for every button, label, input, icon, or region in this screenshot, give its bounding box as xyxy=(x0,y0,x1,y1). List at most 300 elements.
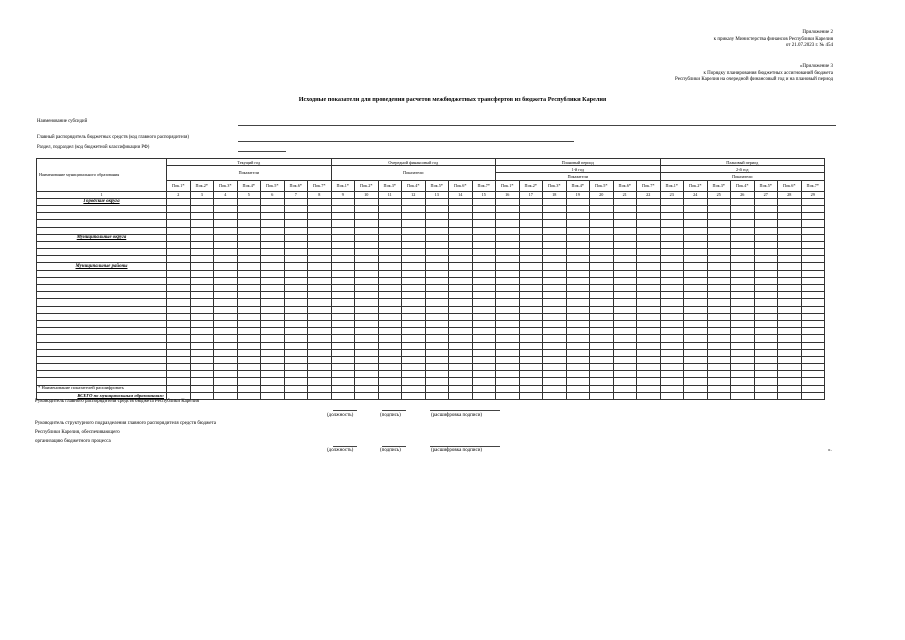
data-cell xyxy=(378,335,402,342)
data-cell xyxy=(801,335,825,342)
data-cell xyxy=(660,205,684,212)
row-label xyxy=(37,356,167,363)
data-cell xyxy=(731,277,755,284)
appendix3-line1: «Приложение 3 xyxy=(799,64,833,69)
data-row xyxy=(37,364,825,371)
data-cell xyxy=(660,349,684,356)
data-cell xyxy=(308,198,332,205)
indicators-table xyxy=(36,158,825,400)
data-cell xyxy=(355,220,379,227)
data-cell xyxy=(590,263,614,270)
data-cell xyxy=(801,306,825,313)
data-cell xyxy=(543,263,567,270)
data-cell xyxy=(402,234,426,241)
data-cell xyxy=(543,285,567,292)
data-cell xyxy=(261,356,285,363)
data-cell xyxy=(660,227,684,234)
signature-line-2 xyxy=(382,446,406,447)
data-cell xyxy=(167,227,191,234)
data-cell xyxy=(167,320,191,327)
data-cell xyxy=(496,220,520,227)
sub-indicator-header: Пок.4* xyxy=(237,180,261,191)
data-cell xyxy=(355,385,379,392)
data-cell xyxy=(472,263,496,270)
data-cell xyxy=(261,392,285,399)
row-label xyxy=(37,335,167,342)
main-manager-line xyxy=(238,141,574,142)
data-cell xyxy=(284,385,308,392)
data-cell xyxy=(590,349,614,356)
data-cell xyxy=(331,277,355,284)
data-cell xyxy=(261,371,285,378)
data-cell xyxy=(707,378,731,385)
data-cell xyxy=(425,263,449,270)
data-row xyxy=(37,292,825,299)
data-cell xyxy=(566,285,590,292)
col-number-cell: 17 xyxy=(519,191,543,198)
data-cell xyxy=(284,227,308,234)
data-cell xyxy=(331,205,355,212)
data-cell xyxy=(754,227,778,234)
col-number-cell: 29 xyxy=(801,191,825,198)
data-cell xyxy=(684,306,708,313)
data-cell xyxy=(472,392,496,399)
data-cell xyxy=(214,313,238,320)
data-cell xyxy=(778,249,802,256)
data-cell xyxy=(190,213,214,220)
data-cell xyxy=(402,249,426,256)
data-cell xyxy=(214,277,238,284)
data-cell xyxy=(355,328,379,335)
data-cell xyxy=(566,227,590,234)
data-cell xyxy=(284,292,308,299)
data-cell xyxy=(261,227,285,234)
data-cell xyxy=(543,270,567,277)
data-cell xyxy=(167,313,191,320)
data-cell xyxy=(261,213,285,220)
data-cell xyxy=(731,356,755,363)
data-cell xyxy=(190,349,214,356)
data-cell xyxy=(543,342,567,349)
data-cell xyxy=(167,328,191,335)
col-name-header: Наименование муниципального образования xyxy=(37,159,167,192)
data-cell xyxy=(472,256,496,263)
data-cell xyxy=(613,270,637,277)
data-cell xyxy=(801,371,825,378)
data-cell xyxy=(801,263,825,270)
data-cell xyxy=(284,270,308,277)
row-label xyxy=(37,299,167,306)
col-number-cell: 5 xyxy=(237,191,261,198)
data-cell xyxy=(543,335,567,342)
sub-indicator-header: Пок.4* xyxy=(731,180,755,191)
data-cell xyxy=(660,385,684,392)
data-cell xyxy=(449,313,473,320)
data-cell xyxy=(190,205,214,212)
data-cell xyxy=(355,270,379,277)
row-label xyxy=(37,285,167,292)
data-cell xyxy=(449,392,473,399)
data-cell xyxy=(425,256,449,263)
data-cell xyxy=(261,270,285,277)
data-cell xyxy=(496,205,520,212)
data-cell xyxy=(167,385,191,392)
data-cell xyxy=(190,320,214,327)
data-cell xyxy=(660,342,684,349)
sub-indicator-header: Пок.6* xyxy=(449,180,473,191)
data-cell xyxy=(731,328,755,335)
data-cell xyxy=(378,364,402,371)
data-cell xyxy=(190,234,214,241)
data-cell xyxy=(425,385,449,392)
data-cell xyxy=(237,241,261,248)
data-cell xyxy=(496,241,520,248)
data-cell xyxy=(613,234,637,241)
data-cell xyxy=(519,234,543,241)
data-cell xyxy=(731,213,755,220)
data-cell xyxy=(707,349,731,356)
data-cell xyxy=(214,249,238,256)
data-cell xyxy=(660,320,684,327)
data-cell xyxy=(543,256,567,263)
data-cell xyxy=(684,378,708,385)
data-cell xyxy=(167,292,191,299)
data-cell xyxy=(707,220,731,227)
data-cell xyxy=(637,213,661,220)
data-cell xyxy=(731,198,755,205)
data-cell xyxy=(731,335,755,342)
data-cell xyxy=(637,249,661,256)
row-label xyxy=(37,292,167,299)
group-row xyxy=(37,263,825,270)
data-cell xyxy=(449,306,473,313)
data-cell xyxy=(214,285,238,292)
data-cell xyxy=(519,256,543,263)
data-cell xyxy=(167,277,191,284)
data-cell xyxy=(237,328,261,335)
data-cell xyxy=(660,364,684,371)
data-cell xyxy=(684,392,708,399)
data-cell xyxy=(707,385,731,392)
data-cell xyxy=(566,313,590,320)
data-cell xyxy=(778,241,802,248)
data-cell xyxy=(284,328,308,335)
data-cell xyxy=(519,285,543,292)
data-cell xyxy=(378,285,402,292)
data-cell xyxy=(590,249,614,256)
data-cell xyxy=(754,320,778,327)
data-cell xyxy=(754,356,778,363)
data-cell xyxy=(613,335,637,342)
decoding-line-1 xyxy=(430,410,500,411)
data-cell xyxy=(449,371,473,378)
data-cell xyxy=(472,277,496,284)
data-cell xyxy=(496,249,520,256)
sub-indicator-header: Пок.6* xyxy=(284,180,308,191)
data-row xyxy=(37,335,825,342)
data-cell xyxy=(308,249,332,256)
data-row xyxy=(37,241,825,248)
col-number-cell: 8 xyxy=(308,191,332,198)
data-cell xyxy=(190,198,214,205)
data-cell xyxy=(778,320,802,327)
row-label xyxy=(37,205,167,212)
data-cell xyxy=(590,198,614,205)
data-cell xyxy=(613,378,637,385)
data-cell xyxy=(402,198,426,205)
data-cell xyxy=(355,234,379,241)
data-cell xyxy=(355,285,379,292)
data-cell xyxy=(496,270,520,277)
data-cell xyxy=(237,277,261,284)
data-cell xyxy=(613,256,637,263)
data-cell xyxy=(707,227,731,234)
data-cell xyxy=(378,249,402,256)
data-cell xyxy=(707,313,731,320)
data-cell xyxy=(355,320,379,327)
data-cell xyxy=(684,364,708,371)
data-cell xyxy=(378,263,402,270)
data-cell xyxy=(402,213,426,220)
data-cell xyxy=(472,342,496,349)
data-cell xyxy=(684,342,708,349)
header-row-periods xyxy=(37,159,825,166)
data-cell xyxy=(261,342,285,349)
data-cell xyxy=(684,205,708,212)
row-label xyxy=(37,320,167,327)
planned-period-header-2: Плановый период xyxy=(660,159,825,166)
data-cell xyxy=(754,313,778,320)
data-cell xyxy=(613,263,637,270)
data-cell xyxy=(566,335,590,342)
data-cell xyxy=(425,328,449,335)
data-cell xyxy=(519,349,543,356)
data-cell xyxy=(590,371,614,378)
data-cell xyxy=(754,220,778,227)
row-label xyxy=(37,342,167,349)
data-cell xyxy=(684,227,708,234)
data-cell xyxy=(496,335,520,342)
data-cell xyxy=(707,277,731,284)
data-cell xyxy=(519,241,543,248)
data-cell xyxy=(355,378,379,385)
plan-year1-indicators: Показатели xyxy=(496,173,661,180)
data-cell xyxy=(684,234,708,241)
data-cell xyxy=(378,328,402,335)
data-row xyxy=(37,385,825,392)
data-cell xyxy=(590,313,614,320)
data-cell xyxy=(214,378,238,385)
data-cell xyxy=(707,263,731,270)
data-cell xyxy=(425,277,449,284)
data-cell xyxy=(331,320,355,327)
data-cell xyxy=(543,364,567,371)
data-cell xyxy=(684,256,708,263)
data-cell xyxy=(237,392,261,399)
col-number-cell: 11 xyxy=(378,191,402,198)
data-cell xyxy=(660,249,684,256)
data-cell xyxy=(237,263,261,270)
data-cell xyxy=(684,299,708,306)
data-cell xyxy=(284,320,308,327)
data-cell xyxy=(214,256,238,263)
data-cell xyxy=(754,241,778,248)
data-cell xyxy=(684,292,708,299)
data-cell xyxy=(331,198,355,205)
data-cell xyxy=(402,364,426,371)
data-cell xyxy=(637,320,661,327)
row-label xyxy=(37,227,167,234)
data-cell xyxy=(637,227,661,234)
data-cell xyxy=(566,328,590,335)
plan-year1-header: 1-й год xyxy=(496,166,661,173)
data-cell xyxy=(778,220,802,227)
data-cell xyxy=(613,342,637,349)
data-cell xyxy=(449,256,473,263)
data-cell xyxy=(566,378,590,385)
data-cell xyxy=(543,234,567,241)
col-number-cell: 28 xyxy=(778,191,802,198)
data-cell xyxy=(660,256,684,263)
row-label xyxy=(37,371,167,378)
data-cell xyxy=(402,371,426,378)
data-cell xyxy=(660,306,684,313)
data-cell xyxy=(331,220,355,227)
data-cell xyxy=(190,227,214,234)
data-cell xyxy=(331,385,355,392)
unit-head-line1: Руководитель структурного подразделения главного распорядителя средств бюджета xyxy=(35,421,216,426)
sub-indicator-header: Пок.2* xyxy=(190,180,214,191)
sub-indicator-header: Пок.7* xyxy=(472,180,496,191)
data-cell xyxy=(472,313,496,320)
data-cell xyxy=(637,306,661,313)
data-cell xyxy=(660,313,684,320)
data-cell xyxy=(590,227,614,234)
data-cell xyxy=(378,356,402,363)
data-cell xyxy=(284,335,308,342)
data-cell xyxy=(707,328,731,335)
data-cell xyxy=(754,378,778,385)
end-mark: ». xyxy=(828,448,832,453)
data-cell xyxy=(261,349,285,356)
data-cell xyxy=(261,198,285,205)
data-cell xyxy=(566,277,590,284)
data-cell xyxy=(731,392,755,399)
data-cell xyxy=(707,335,731,342)
col-number-cell: 21 xyxy=(613,191,637,198)
appendix2-header xyxy=(714,30,833,50)
sub-indicator-header: Пок.7* xyxy=(308,180,332,191)
data-cell xyxy=(637,364,661,371)
data-cell xyxy=(355,292,379,299)
data-cell xyxy=(637,241,661,248)
data-cell xyxy=(637,349,661,356)
data-cell xyxy=(214,335,238,342)
head-manager-label: Руководитель главного распорядителя средств бюджета Республики Карелия xyxy=(35,399,199,404)
data-cell xyxy=(519,313,543,320)
data-cell xyxy=(237,320,261,327)
data-cell xyxy=(214,320,238,327)
data-cell xyxy=(190,263,214,270)
data-cell xyxy=(731,313,755,320)
data-cell xyxy=(449,234,473,241)
data-cell xyxy=(472,285,496,292)
data-cell xyxy=(308,378,332,385)
document-title: Исходные показатели для проведения расчетов межбюджетных трансфертов из бюджета Республики Карелия xyxy=(298,96,607,103)
data-cell xyxy=(190,356,214,363)
next-year-indicators: Показатели xyxy=(331,166,496,180)
data-cell xyxy=(308,205,332,212)
col-number-cell: 18 xyxy=(543,191,567,198)
data-cell xyxy=(284,277,308,284)
col-number-cell: 25 xyxy=(707,191,731,198)
data-cell xyxy=(754,277,778,284)
col-number-cell: 22 xyxy=(637,191,661,198)
data-cell xyxy=(801,385,825,392)
data-cell xyxy=(378,392,402,399)
data-cell xyxy=(496,328,520,335)
data-cell xyxy=(425,234,449,241)
data-cell xyxy=(543,205,567,212)
data-cell xyxy=(660,371,684,378)
data-cell xyxy=(237,256,261,263)
row-label xyxy=(37,349,167,356)
data-cell xyxy=(496,320,520,327)
data-cell xyxy=(355,371,379,378)
data-cell xyxy=(449,292,473,299)
col-number-cell: 27 xyxy=(754,191,778,198)
data-cell xyxy=(214,205,238,212)
plan-year2-indicators: Показатели xyxy=(660,173,825,180)
data-cell xyxy=(331,342,355,349)
data-cell xyxy=(284,371,308,378)
data-cell xyxy=(237,364,261,371)
data-cell xyxy=(167,198,191,205)
data-cell xyxy=(778,285,802,292)
data-cell xyxy=(308,234,332,241)
data-cell xyxy=(425,241,449,248)
sub-indicator-header: Пок.5* xyxy=(425,180,449,191)
data-row xyxy=(37,256,825,263)
data-cell xyxy=(543,349,567,356)
data-cell xyxy=(778,263,802,270)
data-cell xyxy=(190,364,214,371)
data-cell xyxy=(284,234,308,241)
data-cell xyxy=(331,328,355,335)
data-cell xyxy=(284,241,308,248)
data-cell xyxy=(355,256,379,263)
next-year-header: Очередной финансовый год xyxy=(331,159,496,166)
data-cell xyxy=(566,249,590,256)
data-cell xyxy=(237,270,261,277)
data-cell xyxy=(355,313,379,320)
data-cell xyxy=(637,328,661,335)
data-cell xyxy=(613,205,637,212)
data-cell xyxy=(496,256,520,263)
data-cell xyxy=(261,277,285,284)
data-cell xyxy=(425,306,449,313)
data-cell xyxy=(237,234,261,241)
data-cell xyxy=(801,320,825,327)
data-cell xyxy=(378,256,402,263)
data-cell xyxy=(472,328,496,335)
data-cell xyxy=(566,306,590,313)
data-cell xyxy=(519,213,543,220)
data-cell xyxy=(637,378,661,385)
data-cell xyxy=(801,349,825,356)
data-cell xyxy=(731,241,755,248)
data-cell xyxy=(214,198,238,205)
